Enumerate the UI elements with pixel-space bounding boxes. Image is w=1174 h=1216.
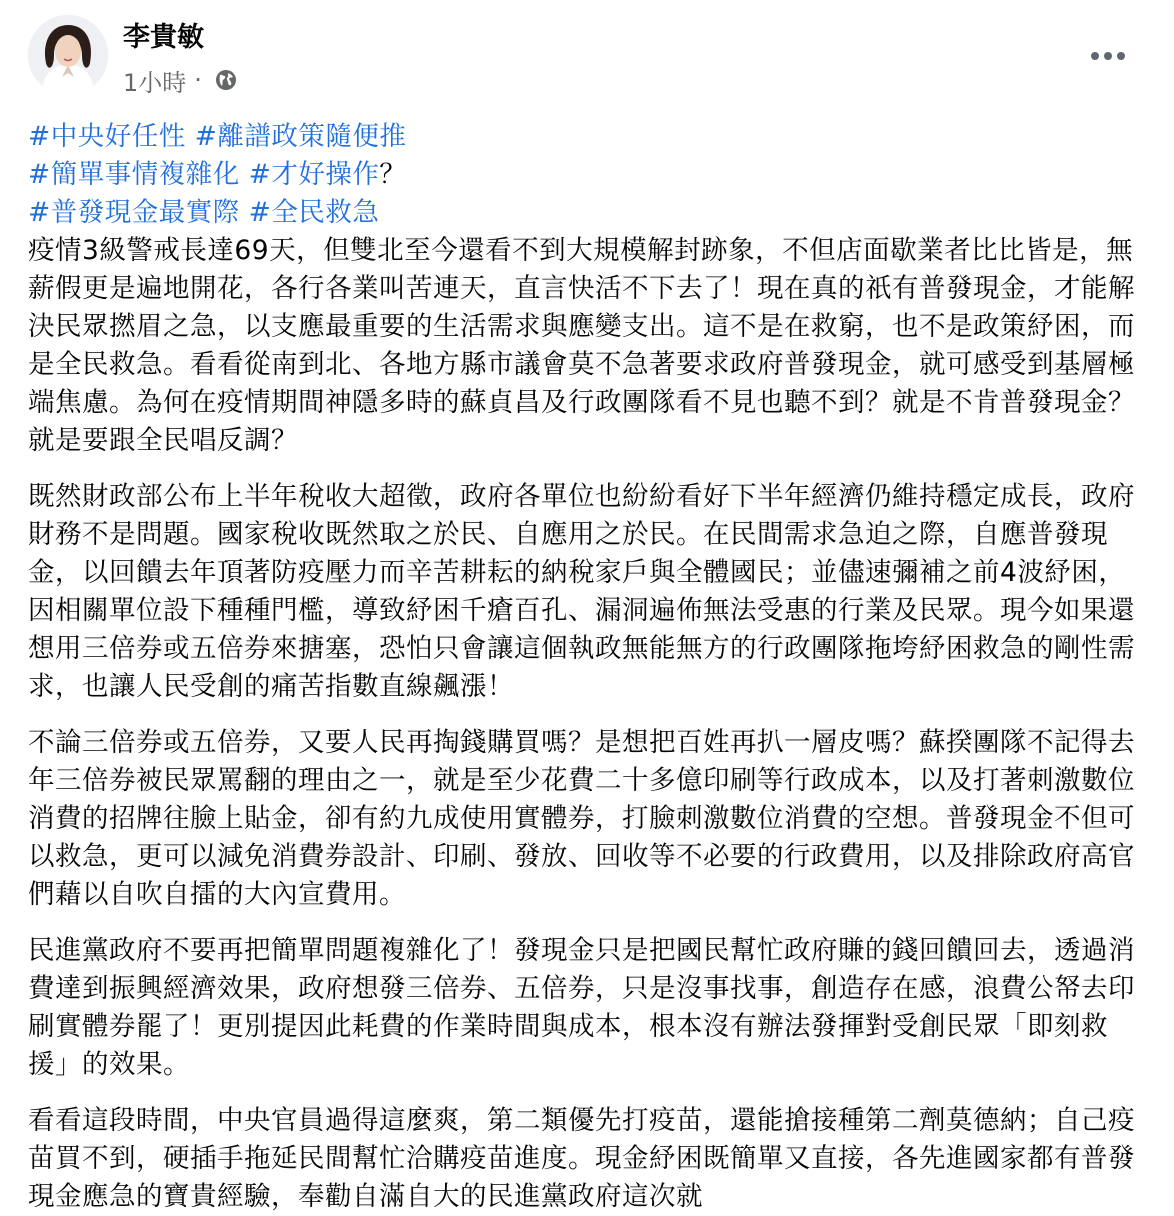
hashtag-line (28, 118, 1138, 156)
more-dot (1104, 52, 1112, 60)
post-body (28, 118, 1138, 1216)
more-options-icon[interactable] (1080, 36, 1136, 76)
more-dot (1091, 52, 1099, 60)
hashtag-link[interactable]: #全民救急 (248, 197, 380, 228)
post-paragraph: 看看這段時間，中央官員過得這麼爽，第二類優先打疫苗，還能搶接種第二劑莫德納；自己疫苗買不到，硬插手拖延民間幫忙洽購疫苗進度。現金紓困既簡單又直接，各先進國家都有普發現金應急的寶貴經驗，奉勸自滿自大的民進黨政府這次就 (28, 1105, 1135, 1212)
hashtag-line (28, 156, 1138, 194)
hashtag-link[interactable]: #普發現金最實際 (28, 197, 240, 228)
author-avatar[interactable] (28, 15, 108, 95)
hashtag-suffix: ？ (379, 159, 407, 190)
hashtag-line (28, 194, 1138, 232)
hashtag-link[interactable]: #離譜政策隨便推 (194, 121, 407, 152)
more-dot (1117, 52, 1125, 60)
post-paragraph: 疫情3級警戒長達69天，但雙北至今還看不到大規模解封跡象，不但店面歇業者比比皆是，無薪假更是遍地開花，各行各業叫苦連天，直言快活不下去了！現在真的祇有普發現金，才能解決民眾撚眉之急，以支應最重要的生活需求與應變支出。這不是在救窮，也不是政策紓困，而是全民救急。看看從南到北、各地方縣市議會莫不急著要求政府普發現金，就可感受到基層極端焦慮。為何在疫情期間神隱多時的蘇貞昌及行政團隊看不見也聽不到？就是不肯普發現金？就是要跟全民唱反調？ (28, 235, 1135, 456)
post-paragraph: 民進黨政府不要再把簡單問題複雜化了！發現金只是把國民幫忙政府賺的錢回饋回去，透過消費達到振興經濟效果，政府想發三倍券、五倍券，只是沒事找事，創造存在感，浪費公帑去印刷實體券罷了！更別提因此耗費的作業時間與成本，根本沒有辦法發揮對受創民眾「即刻救援」的效果。 (28, 935, 1135, 1080)
meta-separator: · (194, 66, 202, 94)
post-timestamp[interactable]: 1小時 (123, 68, 187, 97)
hashtag-link[interactable]: #才好操作 (248, 159, 380, 190)
post-meta (123, 62, 238, 98)
hashtag-link[interactable]: #簡單事情複雜化 (28, 159, 240, 190)
hashtag-link[interactable]: #中央好任性 (28, 121, 186, 152)
post-paragraph: 既然財政部公布上半年稅收大超徵，政府各單位也紛紛看好下半年經濟仍維持穩定成長，政府財務不是問題。國家稅收既然取之於民、自應用之於民。在民間需求急迫之際，自應普發現金，以回饋去年頂著防疫壓力而辛苦耕耘的納稅家戶與全體國民；並儘速彌補之前4波紓困，因相關單位設下種種門檻，導致紓困千瘡百孔、漏洞遍佈無法受惠的行業及民眾。現今如果還想用三倍券或五倍券來搪塞，恐怕只會讓這個執政無能無方的行政團隊拖垮紓困救急的剛性需求，也讓人民受創的痛苦指數直線飆漲！ (28, 481, 1135, 702)
post-paragraph: 不論三倍券或五倍券，又要人民再掏錢購買嗎？是想把百姓再扒一層皮嗎？蘇揆團隊不記得去年三倍券被民眾罵翻的理由之一，就是至少花費二十多億印刷等行政成本，以及打著刺激數位消費的招牌往臉上貼金，卻有約九成使用實體券，打臉刺激數位消費的空想。普發現金不但可以救急，更可以減免消費券設計、印刷、發放、回收等不必要的行政費用，以及排除政府高官們藉以自吹自擂的大內宣費用。 (28, 727, 1135, 910)
globe-icon[interactable] (214, 68, 238, 92)
avatar-image (28, 15, 108, 95)
author-name[interactable]: 李貴敏 (123, 22, 204, 53)
